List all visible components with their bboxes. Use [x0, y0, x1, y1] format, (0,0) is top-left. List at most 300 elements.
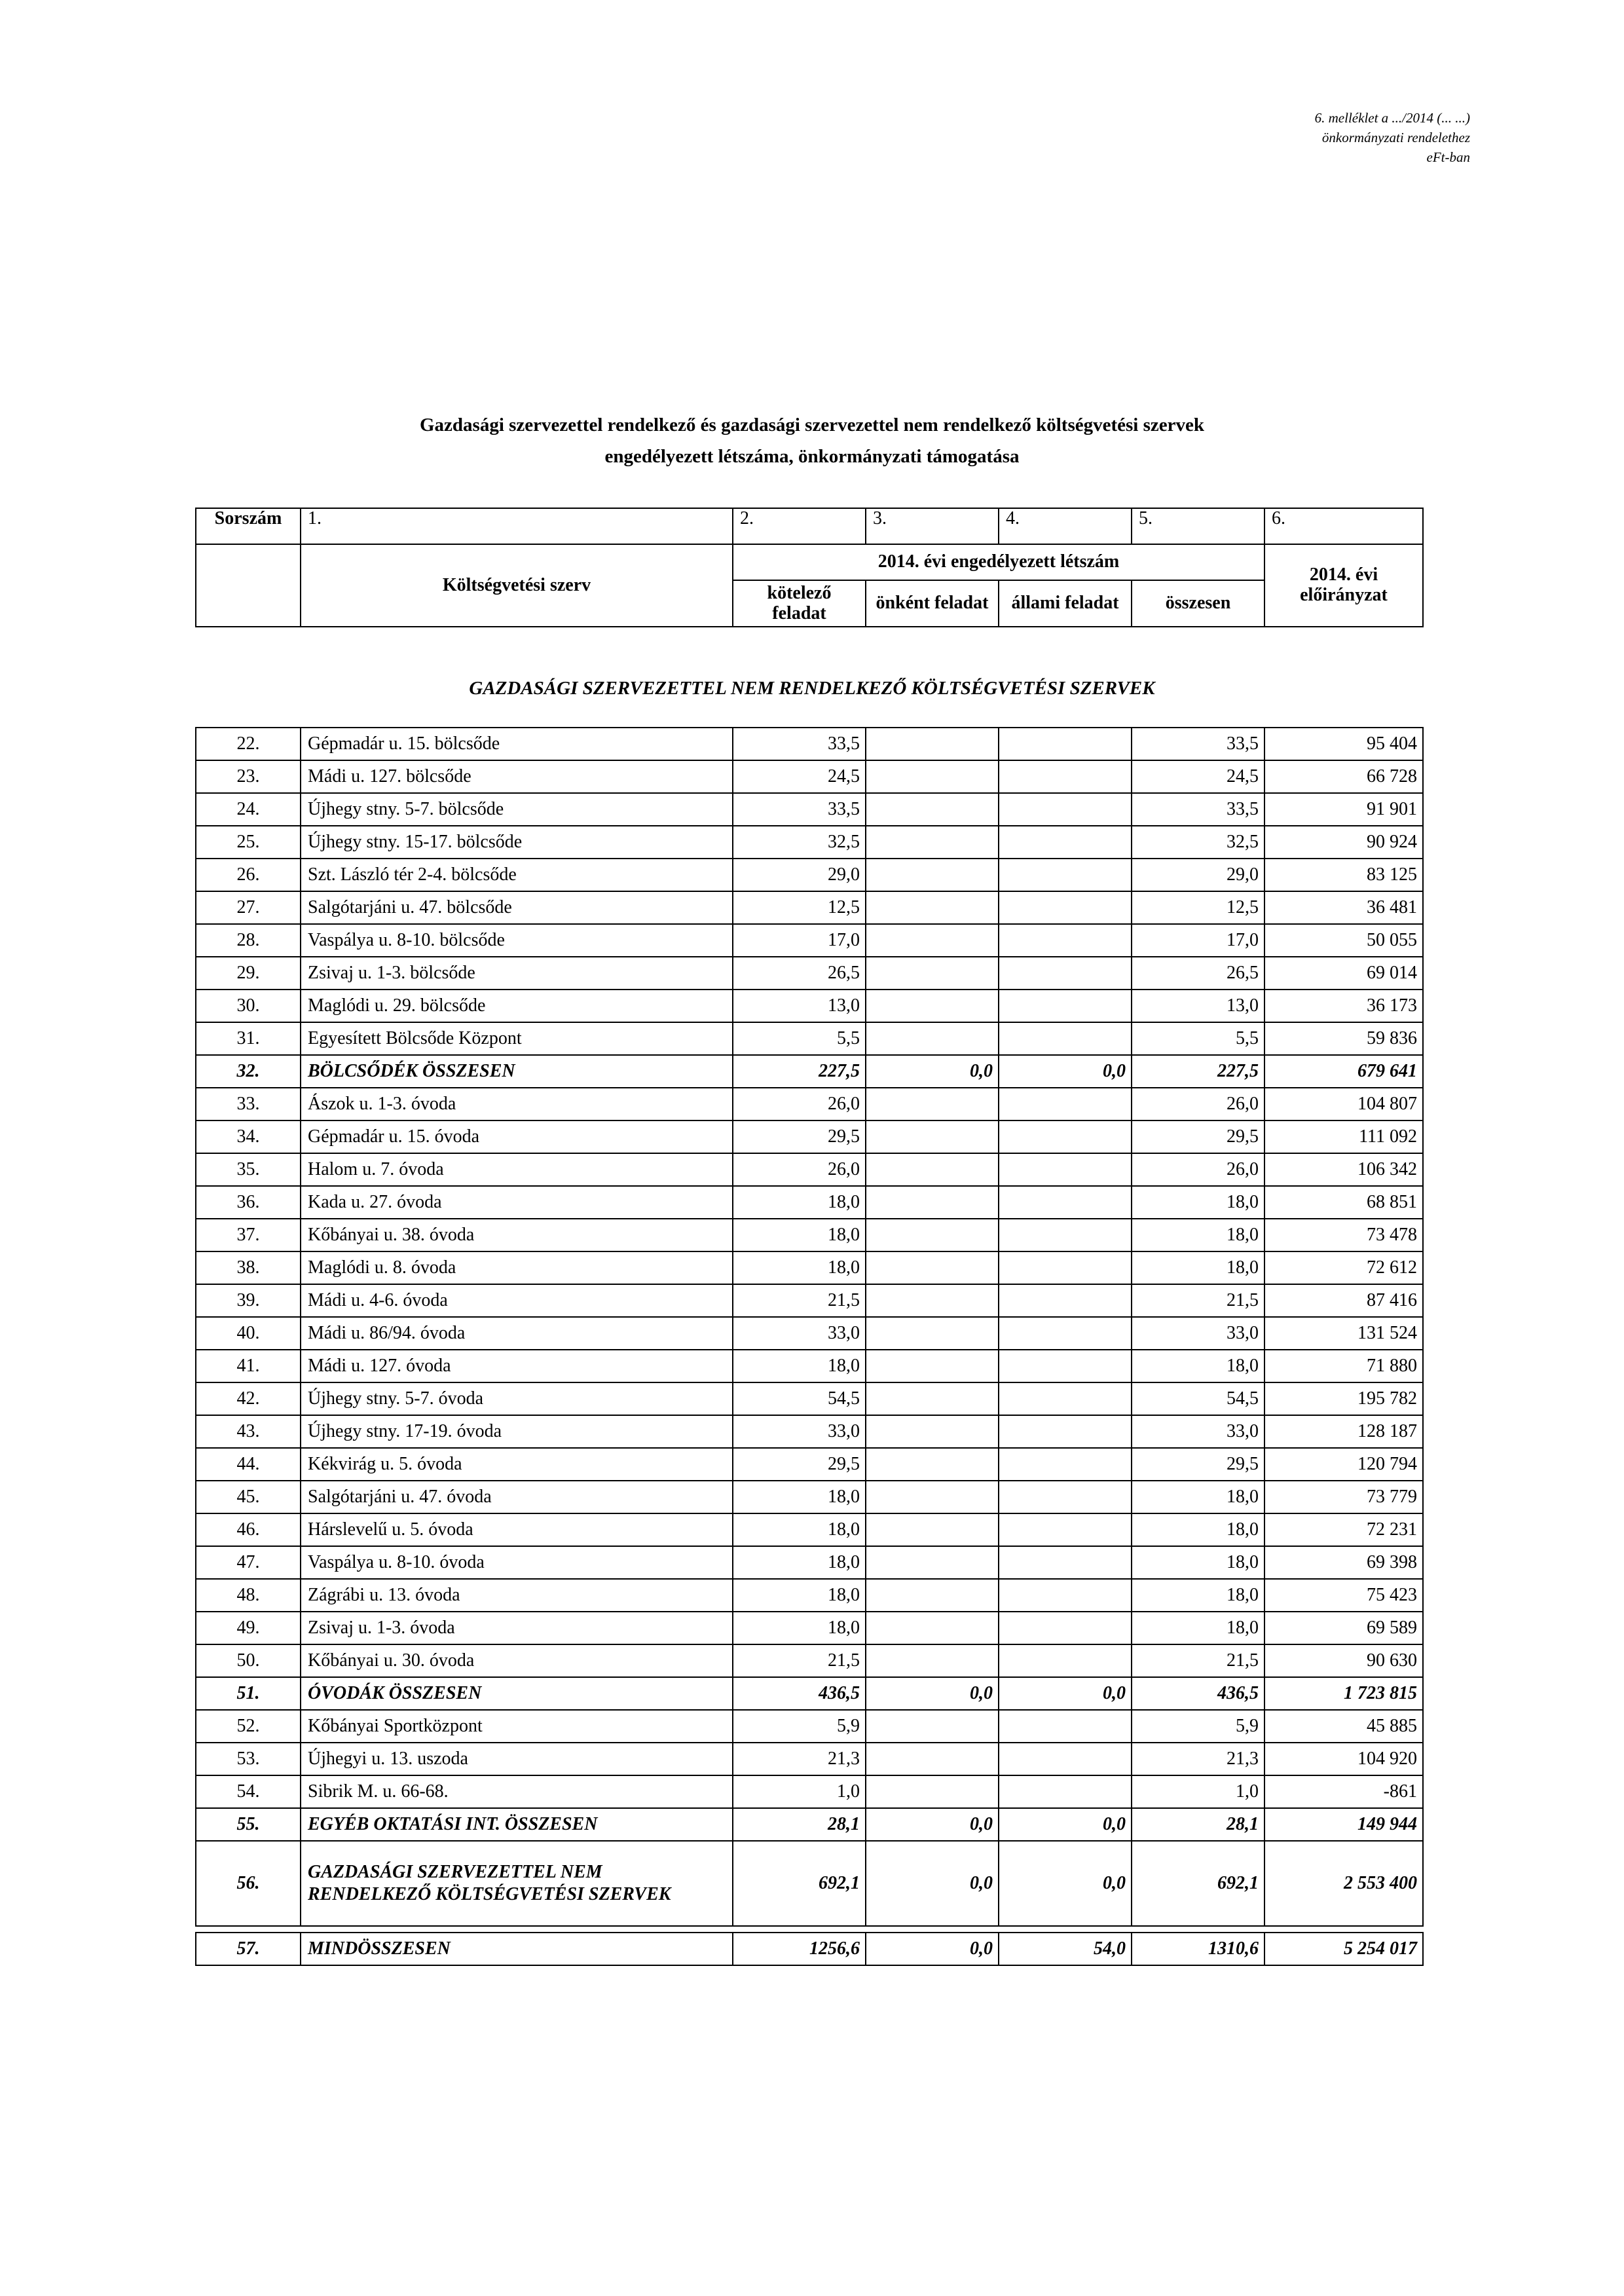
cell-onkent: [866, 760, 999, 793]
cell-onkent: [866, 1120, 999, 1153]
cell-onkent: [866, 1710, 999, 1743]
row-number: 42.: [196, 1382, 301, 1415]
cell-allami: [999, 1644, 1132, 1677]
row-name: ÓVODÁK ÖSSZESEN: [301, 1677, 733, 1710]
row-name: BÖLCSŐDÉK ÖSSZESEN: [301, 1055, 733, 1088]
cell-osszesen: 21,5: [1132, 1644, 1264, 1677]
cell-eloiranyzat: 1 723 815: [1264, 1677, 1423, 1710]
row-name: Maglódi u. 29. bölcsőde: [301, 990, 733, 1022]
row-name: Ászok u. 1-3. óvoda: [301, 1088, 733, 1120]
row-name: Gépmadár u. 15. bölcsőde: [301, 728, 733, 760]
table-row: [196, 1382, 1423, 1415]
cell-eloiranyzat: 66 728: [1264, 760, 1423, 793]
table-total-row: [196, 1933, 1423, 1965]
cell-allami: [999, 1448, 1132, 1481]
cell-kotelezo: 28,1: [733, 1808, 866, 1841]
row-name: Egyesített Bölcsőde Központ: [301, 1022, 733, 1055]
cell-kotelezo: 18,0: [733, 1251, 866, 1284]
header-col-number: 4.: [999, 508, 1132, 544]
header-sorszam: Sorszám: [196, 508, 301, 544]
cell-eloiranyzat: 72 612: [1264, 1251, 1423, 1284]
cell-allami: [999, 1088, 1132, 1120]
cell-onkent: [866, 826, 999, 859]
row-number: 55.: [196, 1808, 301, 1841]
header-empty-cell: [196, 544, 301, 627]
table-row: [196, 1284, 1423, 1317]
row-number: 53.: [196, 1743, 301, 1775]
table-row: [196, 1481, 1423, 1513]
row-name: Újhegy stny. 15-17. bölcsőde: [301, 826, 733, 859]
cell-osszesen: 26,0: [1132, 1153, 1264, 1186]
row-number: 32.: [196, 1055, 301, 1088]
table-row: [196, 1612, 1423, 1644]
cell-allami: [999, 1513, 1132, 1546]
row-number: 44.: [196, 1448, 301, 1481]
cell-eloiranyzat: 149 944: [1264, 1808, 1423, 1841]
cell-eloiranyzat: 5 254 017: [1264, 1933, 1423, 1965]
header-kotelezo: kötelező feladat: [733, 580, 866, 627]
row-name: EGYÉB OKTATÁSI INT. ÖSSZESEN: [301, 1808, 733, 1841]
row-name: Újhegy stny. 5-7. óvoda: [301, 1382, 733, 1415]
cell-eloiranyzat: 679 641: [1264, 1055, 1423, 1088]
row-name: GAZDASÁGI SZERVEZETTEL NEM RENDELKEZŐ KÖLTSÉGVETÉSI SZERVEK: [301, 1841, 733, 1926]
section-title: GAZDASÁGI SZERVEZETTEL NEM RENDELKEZŐ KÖLTSÉGVETÉSI SZERVEK: [469, 678, 1155, 699]
row-name: Kőbányai u. 38. óvoda: [301, 1219, 733, 1251]
cell-kotelezo: 18,0: [733, 1350, 866, 1382]
row-name: Vaspálya u. 8-10. óvoda: [301, 1546, 733, 1579]
cell-eloiranyzat: 195 782: [1264, 1382, 1423, 1415]
header-col-number: 6.: [1264, 508, 1423, 544]
cell-allami: [999, 1219, 1132, 1251]
row-name: Mádi u. 4-6. óvoda: [301, 1284, 733, 1317]
row-number: 40.: [196, 1317, 301, 1350]
cell-osszesen: 29,0: [1132, 859, 1264, 891]
header-col-number: 1.: [301, 508, 733, 544]
cell-allami: [999, 1186, 1132, 1219]
cell-onkent: [866, 1743, 999, 1775]
cell-eloiranyzat: 91 901: [1264, 793, 1423, 826]
header-koltsegvetesi-szerv: Költségvetési szerv: [301, 544, 733, 627]
cell-allami: [999, 1775, 1132, 1808]
cell-osszesen: 13,0: [1132, 990, 1264, 1022]
cell-eloiranyzat: 131 524: [1264, 1317, 1423, 1350]
cell-onkent: [866, 1513, 999, 1546]
row-number: 35.: [196, 1153, 301, 1186]
cell-allami: [999, 728, 1132, 760]
cell-kotelezo: 29,5: [733, 1448, 866, 1481]
cell-eloiranyzat: 120 794: [1264, 1448, 1423, 1481]
row-number: 29.: [196, 957, 301, 990]
cell-eloiranyzat: 90 924: [1264, 826, 1423, 859]
row-name: Kada u. 27. óvoda: [301, 1186, 733, 1219]
cell-osszesen: 227,5: [1132, 1055, 1264, 1088]
header-onkent: önként feladat: [866, 580, 999, 627]
cell-osszesen: 26,0: [1132, 1088, 1264, 1120]
cell-eloiranyzat: 111 092: [1264, 1120, 1423, 1153]
cell-osszesen: 18,0: [1132, 1481, 1264, 1513]
cell-allami: [999, 1710, 1132, 1743]
cell-osszesen: 32,5: [1132, 826, 1264, 859]
cell-osszesen: 18,0: [1132, 1546, 1264, 1579]
cell-osszesen: 33,5: [1132, 793, 1264, 826]
cell-kotelezo: 5,9: [733, 1710, 866, 1743]
table-total-row: [196, 1677, 1423, 1710]
row-name: MINDÖSSZESEN: [301, 1933, 733, 1965]
table-row: [196, 793, 1423, 826]
cell-kotelezo: 1,0: [733, 1775, 866, 1808]
cell-osszesen: 18,0: [1132, 1612, 1264, 1644]
cell-allami: [999, 1153, 1132, 1186]
cell-onkent: [866, 1481, 999, 1513]
row-number: 51.: [196, 1677, 301, 1710]
row-number: 36.: [196, 1186, 301, 1219]
row-number: 52.: [196, 1710, 301, 1743]
cell-kotelezo: 18,0: [733, 1612, 866, 1644]
cell-allami: [999, 760, 1132, 793]
row-number: 25.: [196, 826, 301, 859]
cell-osszesen: 29,5: [1132, 1120, 1264, 1153]
cell-onkent: [866, 859, 999, 891]
cell-osszesen: 18,0: [1132, 1579, 1264, 1612]
cell-allami: 0,0: [999, 1808, 1132, 1841]
cell-kotelezo: 33,5: [733, 728, 866, 760]
cell-osszesen: 33,0: [1132, 1317, 1264, 1350]
cell-eloiranyzat: 87 416: [1264, 1284, 1423, 1317]
row-name: Salgótarjáni u. 47. óvoda: [301, 1481, 733, 1513]
cell-osszesen: 17,0: [1132, 924, 1264, 957]
cell-onkent: [866, 1612, 999, 1644]
table-row: [196, 1251, 1423, 1284]
cell-allami: 54,0: [999, 1933, 1132, 1965]
cell-eloiranyzat: 45 885: [1264, 1710, 1423, 1743]
table-row: [196, 859, 1423, 891]
table-row: [196, 1350, 1423, 1382]
row-number: 41.: [196, 1350, 301, 1382]
cell-kotelezo: 26,0: [733, 1153, 866, 1186]
cell-allami: [999, 1284, 1132, 1317]
row-name: Gépmadár u. 15. óvoda: [301, 1120, 733, 1153]
cell-allami: [999, 1251, 1132, 1284]
cell-eloiranyzat: 50 055: [1264, 924, 1423, 957]
cell-kotelezo: 436,5: [733, 1677, 866, 1710]
row-number: 54.: [196, 1775, 301, 1808]
cell-kotelezo: 18,0: [733, 1513, 866, 1546]
cell-eloiranyzat: 104 920: [1264, 1743, 1423, 1775]
cell-eloiranyzat: 72 231: [1264, 1513, 1423, 1546]
table-row: [196, 1415, 1423, 1448]
title-line-2: engedélyezett létszáma, önkormányzati támogatása: [604, 446, 1020, 467]
cell-osszesen: 24,5: [1132, 760, 1264, 793]
cell-onkent: [866, 1219, 999, 1251]
table-total-row: [196, 1055, 1423, 1088]
table-row: [196, 1448, 1423, 1481]
cell-eloiranyzat: 75 423: [1264, 1579, 1423, 1612]
cell-allami: [999, 990, 1132, 1022]
cell-kotelezo: 227,5: [733, 1055, 866, 1088]
table-row: [196, 1513, 1423, 1546]
cell-onkent: [866, 1022, 999, 1055]
cell-eloiranyzat: 2 553 400: [1264, 1841, 1423, 1926]
cell-allami: [999, 1317, 1132, 1350]
data-table-body: [196, 728, 1423, 1965]
cell-kotelezo: 17,0: [733, 924, 866, 957]
cell-eloiranyzat: -861: [1264, 1775, 1423, 1808]
table-row: [196, 1743, 1423, 1775]
row-number: 50.: [196, 1644, 301, 1677]
row-name: Sibrik M. u. 66-68.: [301, 1775, 733, 1808]
row-name: Kékvirág u. 5. óvoda: [301, 1448, 733, 1481]
table-row: [196, 1153, 1423, 1186]
cell-eloiranyzat: 36 173: [1264, 990, 1423, 1022]
cell-kotelezo: 12,5: [733, 891, 866, 924]
cell-osszesen: 18,0: [1132, 1350, 1264, 1382]
row-number: 33.: [196, 1088, 301, 1120]
cell-onkent: [866, 1284, 999, 1317]
cell-osszesen: 18,0: [1132, 1513, 1264, 1546]
annex-reference: 6. melléklet a .../2014 (... ...): [1314, 110, 1470, 126]
cell-onkent: 0,0: [866, 1677, 999, 1710]
table-row: [196, 1710, 1423, 1743]
table-row: [196, 1186, 1423, 1219]
table-row: [196, 1088, 1423, 1120]
cell-eloiranyzat: 73 779: [1264, 1481, 1423, 1513]
cell-kotelezo: 33,5: [733, 793, 866, 826]
cell-onkent: [866, 1153, 999, 1186]
cell-allami: [999, 793, 1132, 826]
cell-allami: [999, 1382, 1132, 1415]
cell-allami: [999, 1120, 1132, 1153]
cell-osszesen: 18,0: [1132, 1251, 1264, 1284]
cell-osszesen: 1310,6: [1132, 1933, 1264, 1965]
row-name: Zágrábi u. 13. óvoda: [301, 1579, 733, 1612]
annex-regulation: önkormányzati rendelethez: [1321, 130, 1470, 145]
table-row: [196, 990, 1423, 1022]
header-osszesen: összesen: [1132, 580, 1264, 627]
table-row: [196, 1120, 1423, 1153]
row-name: Kőbányai u. 30. óvoda: [301, 1644, 733, 1677]
cell-allami: [999, 957, 1132, 990]
cell-onkent: [866, 1775, 999, 1808]
cell-osszesen: 5,9: [1132, 1710, 1264, 1743]
cell-eloiranyzat: 128 187: [1264, 1415, 1423, 1448]
row-number: 22.: [196, 728, 301, 760]
table-total-row: [196, 1808, 1423, 1841]
cell-eloiranyzat: 104 807: [1264, 1088, 1423, 1120]
row-name: Hárslevelű u. 5. óvoda: [301, 1513, 733, 1546]
cell-onkent: [866, 1088, 999, 1120]
row-number: 34.: [196, 1120, 301, 1153]
table-gap: [196, 1926, 1423, 1933]
gap-cell: [196, 1926, 1423, 1933]
cell-osszesen: 18,0: [1132, 1186, 1264, 1219]
cell-kotelezo: 29,5: [733, 1120, 866, 1153]
cell-onkent: [866, 1448, 999, 1481]
row-number: 43.: [196, 1415, 301, 1448]
cell-allami: [999, 891, 1132, 924]
cell-onkent: [866, 1579, 999, 1612]
row-name: Zsivaj u. 1-3. bölcsőde: [301, 957, 733, 990]
table-total-row: [196, 1841, 1423, 1926]
cell-eloiranyzat: 36 481: [1264, 891, 1423, 924]
cell-eloiranyzat: 90 630: [1264, 1644, 1423, 1677]
row-number: 31.: [196, 1022, 301, 1055]
cell-eloiranyzat: 59 836: [1264, 1022, 1423, 1055]
cell-kotelezo: 33,0: [733, 1415, 866, 1448]
row-number: 28.: [196, 924, 301, 957]
table-row: [196, 1022, 1423, 1055]
cell-kotelezo: 18,0: [733, 1546, 866, 1579]
table-header: [195, 508, 1424, 627]
cell-osszesen: 436,5: [1132, 1677, 1264, 1710]
row-number: 45.: [196, 1481, 301, 1513]
cell-kotelezo: 24,5: [733, 760, 866, 793]
cell-onkent: [866, 1186, 999, 1219]
row-name: Kőbányai Sportközpont: [301, 1710, 733, 1743]
cell-kotelezo: 26,5: [733, 957, 866, 990]
row-name: Újhegy stny. 17-19. óvoda: [301, 1415, 733, 1448]
document-title: [0, 409, 1624, 472]
row-number: 23.: [196, 760, 301, 793]
table-row: [196, 957, 1423, 990]
cell-eloiranyzat: 73 478: [1264, 1219, 1423, 1251]
table-row: [196, 826, 1423, 859]
row-number: 57.: [196, 1933, 301, 1965]
row-name: Mádi u. 127. bölcsőde: [301, 760, 733, 793]
header-col-number: 2.: [733, 508, 866, 544]
table-row: [196, 1644, 1423, 1677]
row-number: 27.: [196, 891, 301, 924]
table-row: [196, 1546, 1423, 1579]
cell-kotelezo: 21,3: [733, 1743, 866, 1775]
cell-kotelezo: 692,1: [733, 1841, 866, 1926]
header-col-number: 3.: [866, 508, 999, 544]
cell-onkent: [866, 793, 999, 826]
cell-osszesen: 692,1: [1132, 1841, 1264, 1926]
header-col-number: 5.: [1132, 508, 1264, 544]
row-number: 46.: [196, 1513, 301, 1546]
cell-onkent: [866, 924, 999, 957]
header-eloiranyzat: 2014. évi előirányzat: [1264, 544, 1423, 627]
cell-osszesen: 28,1: [1132, 1808, 1264, 1841]
data-table: [195, 727, 1424, 1966]
row-number: 49.: [196, 1612, 301, 1644]
cell-kotelezo: 5,5: [733, 1022, 866, 1055]
cell-allami: [999, 1546, 1132, 1579]
cell-kotelezo: 29,0: [733, 859, 866, 891]
cell-osszesen: 5,5: [1132, 1022, 1264, 1055]
cell-eloiranyzat: 83 125: [1264, 859, 1423, 891]
cell-allami: [999, 1350, 1132, 1382]
cell-osszesen: 33,0: [1132, 1415, 1264, 1448]
cell-osszesen: 54,5: [1132, 1382, 1264, 1415]
cell-osszesen: 29,5: [1132, 1448, 1264, 1481]
cell-onkent: [866, 990, 999, 1022]
row-number: 56.: [196, 1841, 301, 1926]
cell-allami: [999, 1415, 1132, 1448]
currency-unit: eFt-ban: [1426, 149, 1470, 165]
cell-eloiranyzat: 106 342: [1264, 1153, 1423, 1186]
cell-kotelezo: 26,0: [733, 1088, 866, 1120]
cell-allami: [999, 1612, 1132, 1644]
cell-kotelezo: 1256,6: [733, 1933, 866, 1965]
cell-allami: [999, 924, 1132, 957]
cell-osszesen: 21,5: [1132, 1284, 1264, 1317]
row-name: Újhegyi u. 13. uszoda: [301, 1743, 733, 1775]
row-name: Szt. László tér 2-4. bölcsőde: [301, 859, 733, 891]
cell-osszesen: 12,5: [1132, 891, 1264, 924]
row-number: 30.: [196, 990, 301, 1022]
cell-osszesen: 18,0: [1132, 1219, 1264, 1251]
cell-osszesen: 33,5: [1132, 728, 1264, 760]
header-letszam-group: 2014. évi engedélyezett létszám: [733, 544, 1264, 580]
cell-allami: [999, 1481, 1132, 1513]
cell-onkent: [866, 1350, 999, 1382]
cell-allami: [999, 1579, 1132, 1612]
cell-kotelezo: 54,5: [733, 1382, 866, 1415]
cell-allami: [999, 1743, 1132, 1775]
cell-onkent: 0,0: [866, 1808, 999, 1841]
table-row: [196, 1775, 1423, 1808]
cell-kotelezo: 21,5: [733, 1284, 866, 1317]
cell-onkent: 0,0: [866, 1933, 999, 1965]
row-number: 47.: [196, 1546, 301, 1579]
row-name: Mádi u. 127. óvoda: [301, 1350, 733, 1382]
row-number: 24.: [196, 793, 301, 826]
cell-onkent: [866, 728, 999, 760]
cell-eloiranyzat: 68 851: [1264, 1186, 1423, 1219]
row-number: 38.: [196, 1251, 301, 1284]
table-row: [196, 1317, 1423, 1350]
cell-kotelezo: 18,0: [733, 1219, 866, 1251]
title-line-1: Gazdasági szervezettel rendelkező és gazdasági szervezettel nem rendelkező költségvetési szervek: [419, 415, 1205, 435]
row-number: 26.: [196, 859, 301, 891]
cell-kotelezo: 18,0: [733, 1186, 866, 1219]
table-row: [196, 760, 1423, 793]
cell-allami: 0,0: [999, 1677, 1132, 1710]
cell-kotelezo: 33,0: [733, 1317, 866, 1350]
cell-osszesen: 1,0: [1132, 1775, 1264, 1808]
cell-onkent: [866, 1415, 999, 1448]
row-name: Maglódi u. 8. óvoda: [301, 1251, 733, 1284]
row-name: Újhegy stny. 5-7. bölcsőde: [301, 793, 733, 826]
cell-onkent: [866, 1644, 999, 1677]
row-name: Mádi u. 86/94. óvoda: [301, 1317, 733, 1350]
cell-kotelezo: 18,0: [733, 1579, 866, 1612]
table-row: [196, 1579, 1423, 1612]
cell-eloiranyzat: 69 589: [1264, 1612, 1423, 1644]
cell-allami: 0,0: [999, 1055, 1132, 1088]
cell-onkent: 0,0: [866, 1841, 999, 1926]
document-annex-note: [1315, 108, 1470, 167]
cell-onkent: [866, 891, 999, 924]
cell-eloiranyzat: 69 014: [1264, 957, 1423, 990]
row-name: Zsivaj u. 1-3. óvoda: [301, 1612, 733, 1644]
table-row: [196, 924, 1423, 957]
row-number: 39.: [196, 1284, 301, 1317]
row-name: Halom u. 7. óvoda: [301, 1153, 733, 1186]
cell-kotelezo: 18,0: [733, 1481, 866, 1513]
cell-onkent: [866, 1382, 999, 1415]
cell-eloiranyzat: 71 880: [1264, 1350, 1423, 1382]
cell-onkent: [866, 957, 999, 990]
cell-onkent: [866, 1251, 999, 1284]
cell-onkent: [866, 1317, 999, 1350]
cell-allami: [999, 826, 1132, 859]
table-row: [196, 891, 1423, 924]
cell-kotelezo: 13,0: [733, 990, 866, 1022]
cell-onkent: [866, 1546, 999, 1579]
cell-eloiranyzat: 69 398: [1264, 1546, 1423, 1579]
